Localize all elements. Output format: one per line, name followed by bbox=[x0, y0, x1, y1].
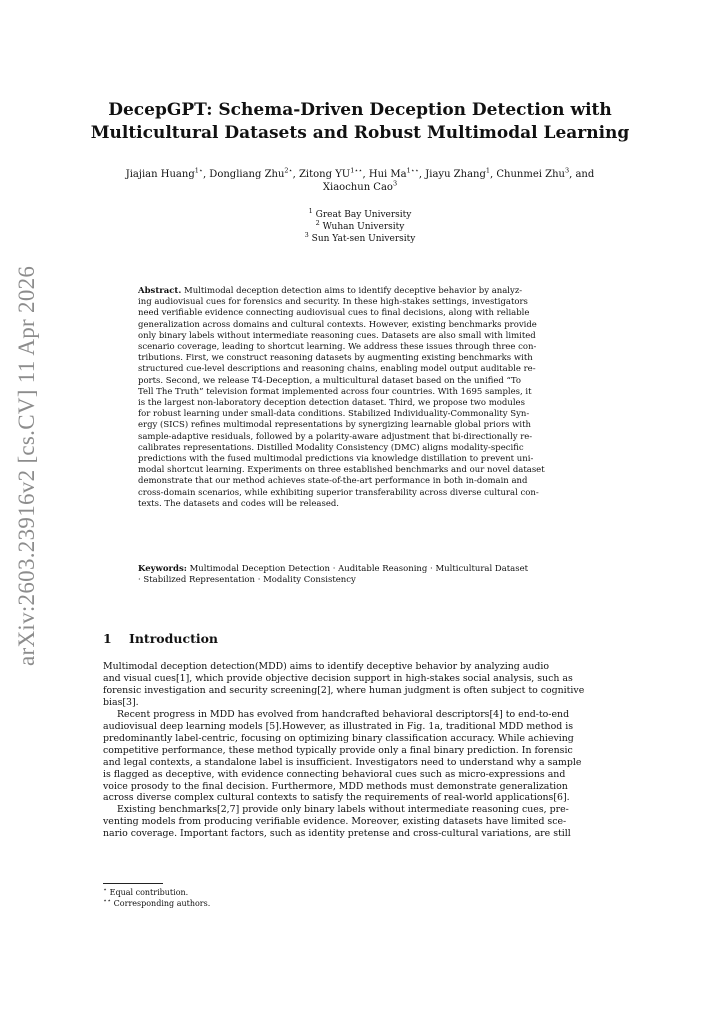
author-name: , Chunmei Zhu bbox=[490, 169, 565, 180]
footnote-mark: ⋆ bbox=[103, 885, 108, 894]
author-name: , Hui Ma bbox=[362, 169, 407, 180]
arxiv-identifier: arXiv:2603.23916v2 [cs.CV] 11 Apr 2026 bbox=[14, 265, 39, 666]
author-name: , Zitong YU bbox=[292, 169, 351, 180]
abstract-line: only binary labels without intermediate reasoning cues. Datasets are also small with limited bbox=[138, 330, 536, 341]
body-line: Existing benchmarks[2,7] provide only binary labels without intermediate reasoning cues, pre- bbox=[117, 804, 569, 816]
abstract bbox=[138, 286, 582, 510]
keywords-line: · Stabilized Representation · Modality Consistency bbox=[138, 575, 356, 586]
abstract-line: structured cue-level descriptions and reasoning chains, enabling model output auditable re- bbox=[138, 364, 536, 375]
body-line: forensic investigation and security screening[2], where human judgment is often subject to cognitive bbox=[103, 684, 585, 696]
author-affil-mark: 1⋆⋆ bbox=[350, 166, 363, 175]
author-conjunction: , and bbox=[569, 169, 595, 180]
footnote bbox=[103, 898, 210, 909]
abstract-line: ergy (SICS) refines multimodal representations by synergizing learnable global priors with bbox=[138, 420, 531, 431]
abstract-line: calibrates representations. Distilled Modality Consistency (DMC) aligns modality-specific bbox=[138, 442, 524, 453]
abstract-line: texts. The datasets and codes will be released. bbox=[138, 498, 340, 509]
author-affil-mark: 3 bbox=[392, 179, 398, 188]
abstract-line: generalization across domains and cultural contexts. However, existing benchmarks provide bbox=[138, 319, 537, 330]
footnote-rule bbox=[103, 883, 163, 884]
author-name: Jiajian Huang bbox=[125, 169, 195, 180]
abstract-line: need verifiable evidence connecting audiovisual cues to final decisions, along with reliable bbox=[138, 308, 530, 319]
abstract-line: ports. Second, we release T4-Deception, a multicultural dataset based on the unified “To bbox=[138, 375, 522, 386]
affiliation-number: 2 bbox=[315, 219, 320, 227]
body-line: venting models from producing verifiable evidence. Moreover, existing datasets have limited sce- bbox=[103, 816, 567, 828]
author-affil-mark: 1 bbox=[485, 166, 491, 175]
introduction-body bbox=[103, 661, 617, 840]
abstract-text: Multimodal deception detection aims to identify deceptive behavior by analyz- bbox=[181, 286, 523, 296]
footnote-text: Corresponding authors. bbox=[111, 899, 211, 908]
body-line: across diverse complex cultural contexts to satisfy the requirements of real-world applications[6]. bbox=[103, 792, 570, 804]
abstract-line: demonstrate that our method achieves state-of-the-art performance in both in-domain and bbox=[138, 476, 528, 487]
abstract-line: Tell The Truth” television format implemented across four countries. With 1695 samples, it bbox=[138, 386, 532, 397]
section-heading bbox=[103, 631, 218, 646]
affiliation bbox=[92, 233, 628, 245]
section-number: 1 bbox=[103, 631, 112, 646]
abstract-line: ing audiovisual cues for forensics and security. In these high-stakes settings, investigators bbox=[138, 297, 528, 308]
author-name: , Dongliang Zhu bbox=[202, 169, 285, 180]
abstract-line: for robust learning under small-data conditions. Stabilized Individuality-Commonality Syn- bbox=[138, 409, 530, 420]
paper-title bbox=[90, 99, 630, 145]
author-name: , Jiayu Zhang bbox=[418, 169, 486, 180]
keywords-line bbox=[138, 564, 582, 575]
author-name: Xiaochun Cao bbox=[322, 182, 393, 193]
author-list bbox=[92, 168, 628, 194]
title-line-1: DecepGPT: Schema-Driven Deception Detection with bbox=[108, 100, 612, 120]
body-line: predominantly label-centric, focusing on optimizing binary classification accuracy. While achieving bbox=[103, 732, 574, 744]
title-line-2: Multicultural Datasets and Robust Multimodal Learning bbox=[90, 123, 630, 143]
abstract-line: sample-adaptive residuals, followed by a polarity-aware adjustment that bi-directionally re- bbox=[138, 431, 533, 442]
body-line: nario coverage. Important factors, such as identity pretense and cross-cultural variations, are still bbox=[103, 828, 571, 840]
body-line: Recent progress in MDD has evolved from handcrafted behavioral descriptors[4] to end-to-end bbox=[117, 708, 570, 720]
footnotes bbox=[103, 887, 210, 909]
affiliation-name: Wuhan University bbox=[322, 222, 405, 232]
keywords-label: Keywords: bbox=[138, 564, 187, 574]
section-title: Introduction bbox=[129, 631, 219, 646]
body-line: and legal contexts, a standalone label is insufficient. Investigators need to understand why a sample bbox=[103, 756, 582, 768]
author-affil-mark: 1⋆⋆ bbox=[406, 166, 419, 175]
body-line: bias[3]. bbox=[103, 696, 139, 708]
author-affil-mark: 2⋆ bbox=[284, 166, 293, 175]
affiliation-number: 1 bbox=[308, 207, 313, 215]
abstract-line: cross-domain scenarios, while exhibiting superior transferability across diverse cultural con- bbox=[138, 487, 539, 498]
affiliation-name: Great Bay University bbox=[315, 210, 412, 220]
abstract-line: modal shortcut learning. Experiments on three established benchmarks and our novel dataset bbox=[138, 465, 545, 476]
affiliation-list bbox=[92, 209, 628, 245]
body-line: and visual cues[1], which provide objective decision support in high-stakes social analysis, such as bbox=[103, 672, 573, 684]
body-line: voice prosody to the final decision. Furthermore, MDD methods must demonstrate generalization bbox=[103, 780, 568, 792]
affiliation bbox=[92, 221, 628, 233]
affiliation bbox=[92, 209, 628, 221]
affiliation-name: Sun Yat-sen University bbox=[311, 234, 416, 244]
author-affil-mark: 1⋆ bbox=[194, 166, 203, 175]
body-line: competitive performance, these method typically provide only a final binary prediction. In forensic bbox=[103, 744, 573, 756]
abstract-line: tributions. First, we construct reasoning datasets by augmenting existing benchmarks with bbox=[138, 353, 533, 364]
abstract-line: is the largest non-laboratory deception detection dataset. Third, we propose two modules bbox=[138, 398, 525, 409]
author-affil-mark: 3 bbox=[564, 166, 570, 175]
author-line-1 bbox=[92, 168, 628, 181]
keywords bbox=[138, 564, 582, 586]
author-line-2 bbox=[92, 181, 628, 194]
affiliation-number: 3 bbox=[304, 231, 309, 239]
abstract-line bbox=[138, 286, 582, 297]
abstract-line: predictions with the fused multimodal predictions via knowledge distillation to prevent uni- bbox=[138, 454, 534, 465]
body-line: audiovisual deep learning models [5].However, as illustrated in Fig. 1a, traditional MDD method is bbox=[103, 720, 574, 732]
body-line: is flagged as deceptive, with evidence connecting behavioral cues such as micro-expressions and bbox=[103, 768, 566, 780]
footnote bbox=[103, 887, 210, 898]
keywords-text: Multimodal Deception Detection · Auditable Reasoning · Multicultural Dataset bbox=[186, 564, 529, 574]
abstract-label: Abstract. bbox=[138, 286, 182, 296]
footnote-mark: ⋆⋆ bbox=[103, 896, 112, 905]
body-line: Multimodal deception detection(MDD) aims to identify deceptive behavior by analyzing audio bbox=[103, 661, 550, 672]
footnote-text: Equal contribution. bbox=[107, 888, 189, 897]
abstract-line: scenario coverage, leading to shortcut learning. We address these issues through three con- bbox=[138, 342, 537, 353]
